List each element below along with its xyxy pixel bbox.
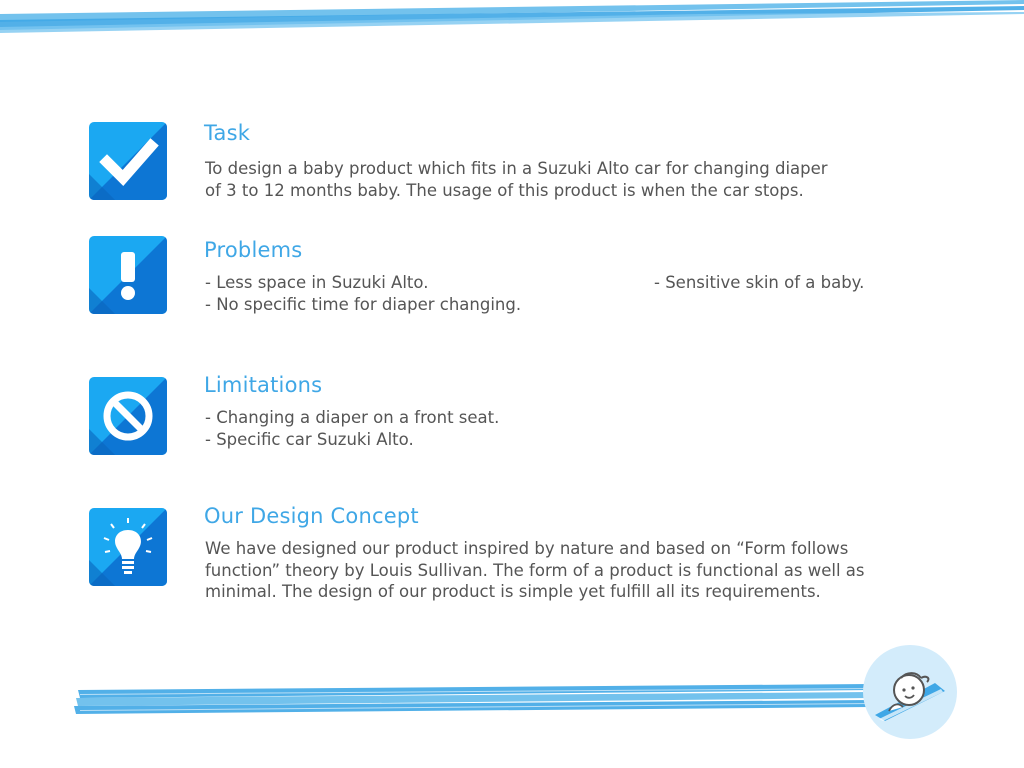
task-line: To design a baby product which fits in a Suzuki Alto car for changing diaper	[205, 159, 828, 178]
problem-item: - Less space in Suzuki Alto.	[205, 273, 429, 292]
concept-title: Our Design Concept	[204, 504, 419, 528]
problem-item: - Sensitive skin of a baby.	[654, 273, 865, 292]
limitation-item: - Changing a diaper on a front seat.	[205, 408, 500, 427]
problems-list	[205, 272, 521, 315]
problems-title: Problems	[204, 238, 303, 262]
prohibited-icon	[89, 377, 167, 455]
concept-description	[205, 538, 864, 603]
task-title: Task	[204, 121, 251, 145]
concept-line: function” theory by Louis Sullivan. The form of a product is functional as well as	[205, 560, 865, 580]
baby-mascot-icon	[863, 645, 957, 739]
limitations-title: Limitations	[204, 373, 323, 397]
problem-item: - No specific time for diaper changing.	[205, 294, 522, 314]
limitations-list	[205, 407, 499, 450]
concept-line: We have designed our product inspired by nature and based on “Form follows	[205, 539, 849, 558]
lightbulb-icon	[89, 508, 167, 586]
bottom-brush-stroke	[70, 676, 870, 720]
checkmark-icon	[89, 122, 167, 200]
task-description	[205, 158, 828, 201]
concept-line: minimal. The design of our product is simple yet fulfill all its requirements.	[205, 582, 821, 601]
task-line: of 3 to 12 months baby. The usage of this product is when the car stops.	[205, 180, 804, 200]
top-brush-stroke	[0, 0, 1024, 40]
exclamation-icon	[89, 236, 167, 314]
limitation-item: - Specific car Suzuki Alto.	[205, 429, 414, 449]
